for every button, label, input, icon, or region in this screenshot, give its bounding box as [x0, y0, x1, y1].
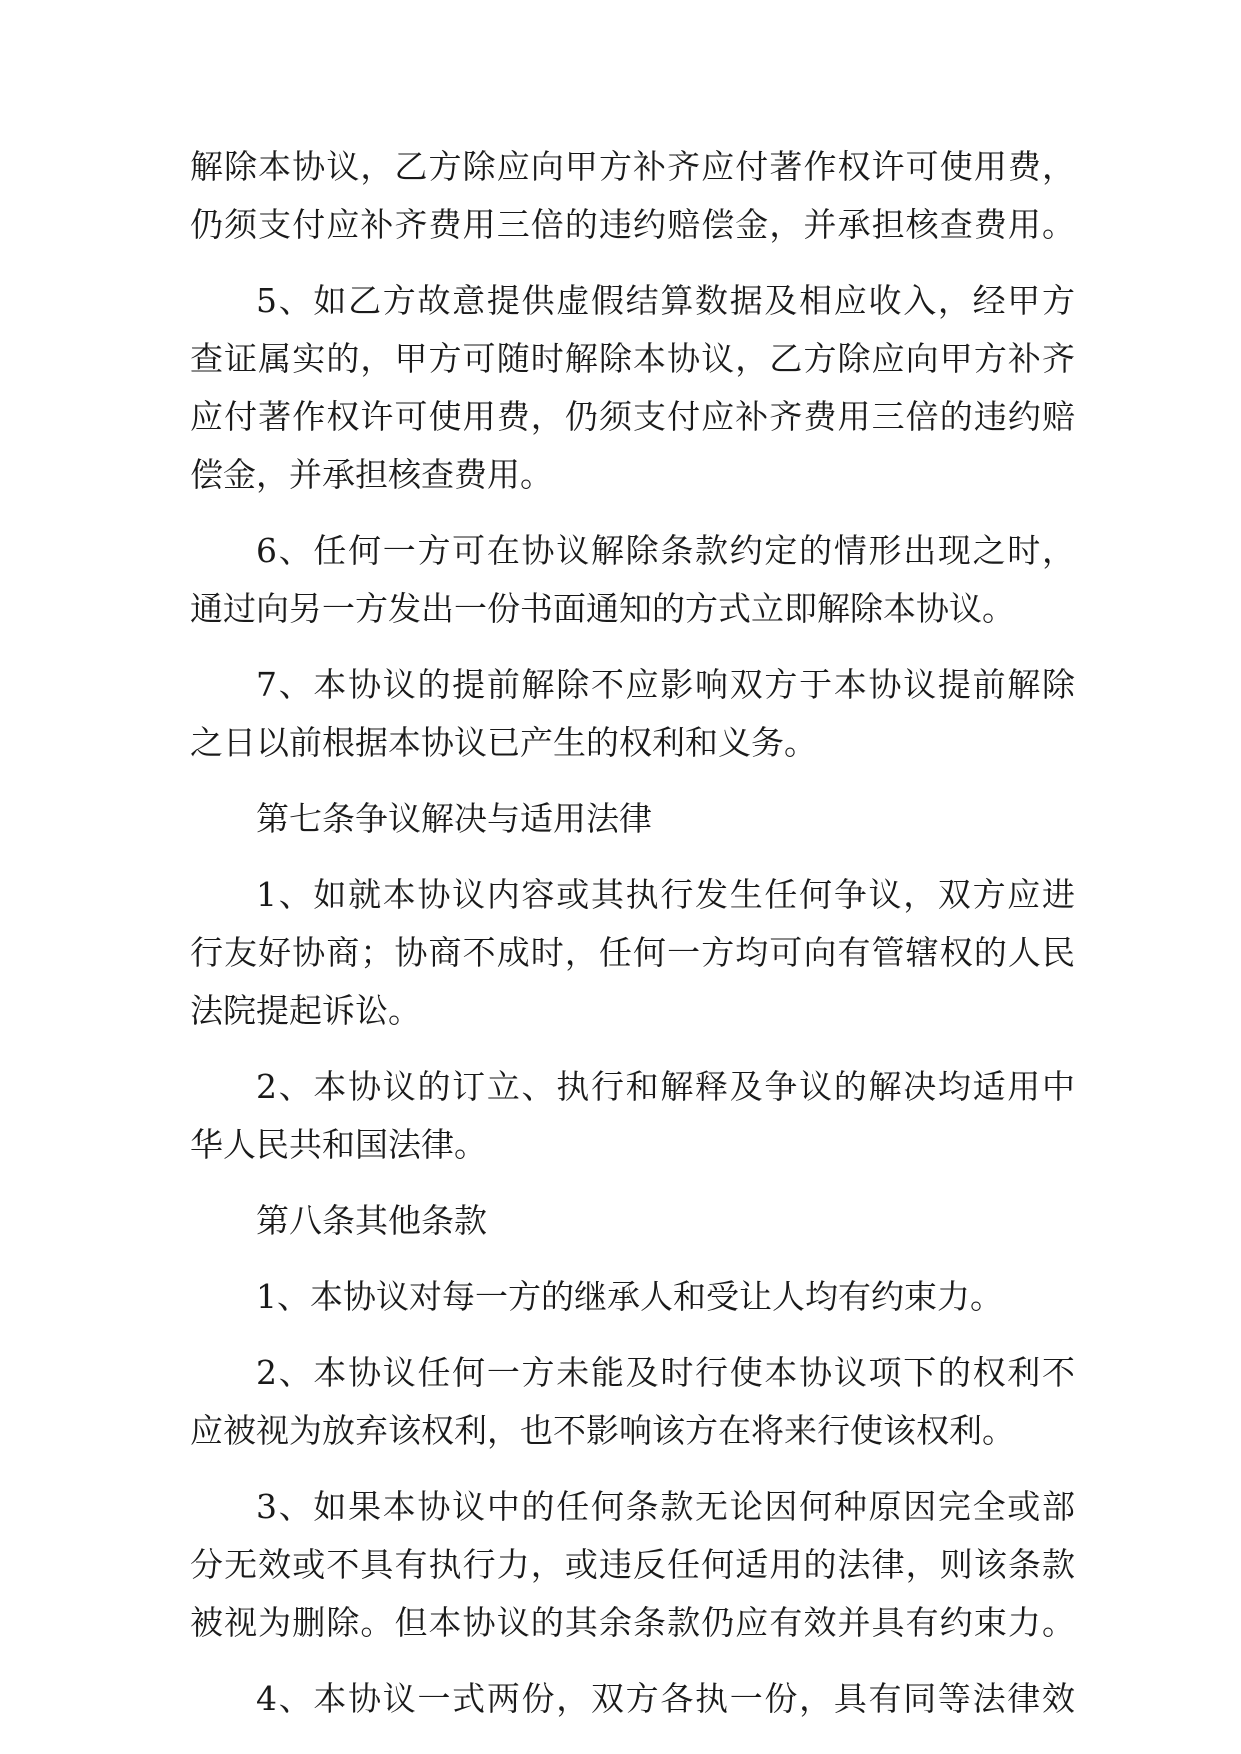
text-line: 5、如乙方故意提供虚假结算数据及相应收入，经甲方: [256, 281, 1075, 320]
text-line: 分无效或不具有执行力，或违反任何适用的法律，则该条款: [190, 1545, 1075, 1584]
text-line: 应付著作权许可使用费，仍须支付应补齐费用三倍的违约赔: [190, 397, 1075, 436]
text-line: 行友好协商；协商不成时，任何一方均可向有管辖权的人民: [190, 933, 1075, 972]
text-line: 之日以前根据本协议已产生的权利和义务。: [190, 723, 817, 762]
text-line: 4、本协议一式两份，双方各执一份，具有同等法律效: [256, 1679, 1075, 1718]
text-line: 7、本协议的提前解除不应影响双方于本协议提前解除: [256, 665, 1075, 704]
text-line: 1、本协议对每一方的继承人和受让人均有约束力。: [256, 1277, 1003, 1316]
text-line: 通过向另一方发出一份书面通知的方式立即解除本协议。: [190, 589, 1015, 628]
text-line: 解除本协议，乙方除应向甲方补齐应付著作权许可使用费，: [190, 147, 1075, 186]
text-line: 查证属实的，甲方可随时解除本协议，乙方除应向甲方补齐: [190, 339, 1075, 378]
text-line: 3、如果本协议中的任何条款无论因何种原因完全或部: [256, 1487, 1075, 1526]
text-line: 2、本协议的订立、执行和解释及争议的解决均适用中: [256, 1067, 1075, 1106]
text-line: 华人民共和国法律。: [190, 1125, 487, 1164]
text-line: 法院提起诉讼。: [190, 991, 421, 1030]
text-line: 2、本协议任何一方未能及时行使本协议项下的权利不: [256, 1353, 1075, 1392]
text-line: 6、任何一方可在协议解除条款约定的情形出现之时，: [256, 531, 1075, 570]
text-line: 仍须支付应补齐费用三倍的违约赔偿金，并承担核查费用。: [190, 205, 1075, 244]
text-line: 1、如就本协议内容或其执行发生任何争议，双方应进: [256, 875, 1075, 914]
text-line: 偿金，并承担核查费用。: [190, 455, 553, 494]
text-line: 应被视为放弃该权利，也不影响该方在将来行使该权利。: [190, 1411, 1015, 1450]
text-line: 被视为删除。但本协议的其余条款仍应有效并具有约束力。: [190, 1603, 1075, 1642]
section-heading: 第七条争议解决与适用法律: [256, 799, 652, 838]
section-heading: 第八条其他条款: [256, 1201, 487, 1240]
